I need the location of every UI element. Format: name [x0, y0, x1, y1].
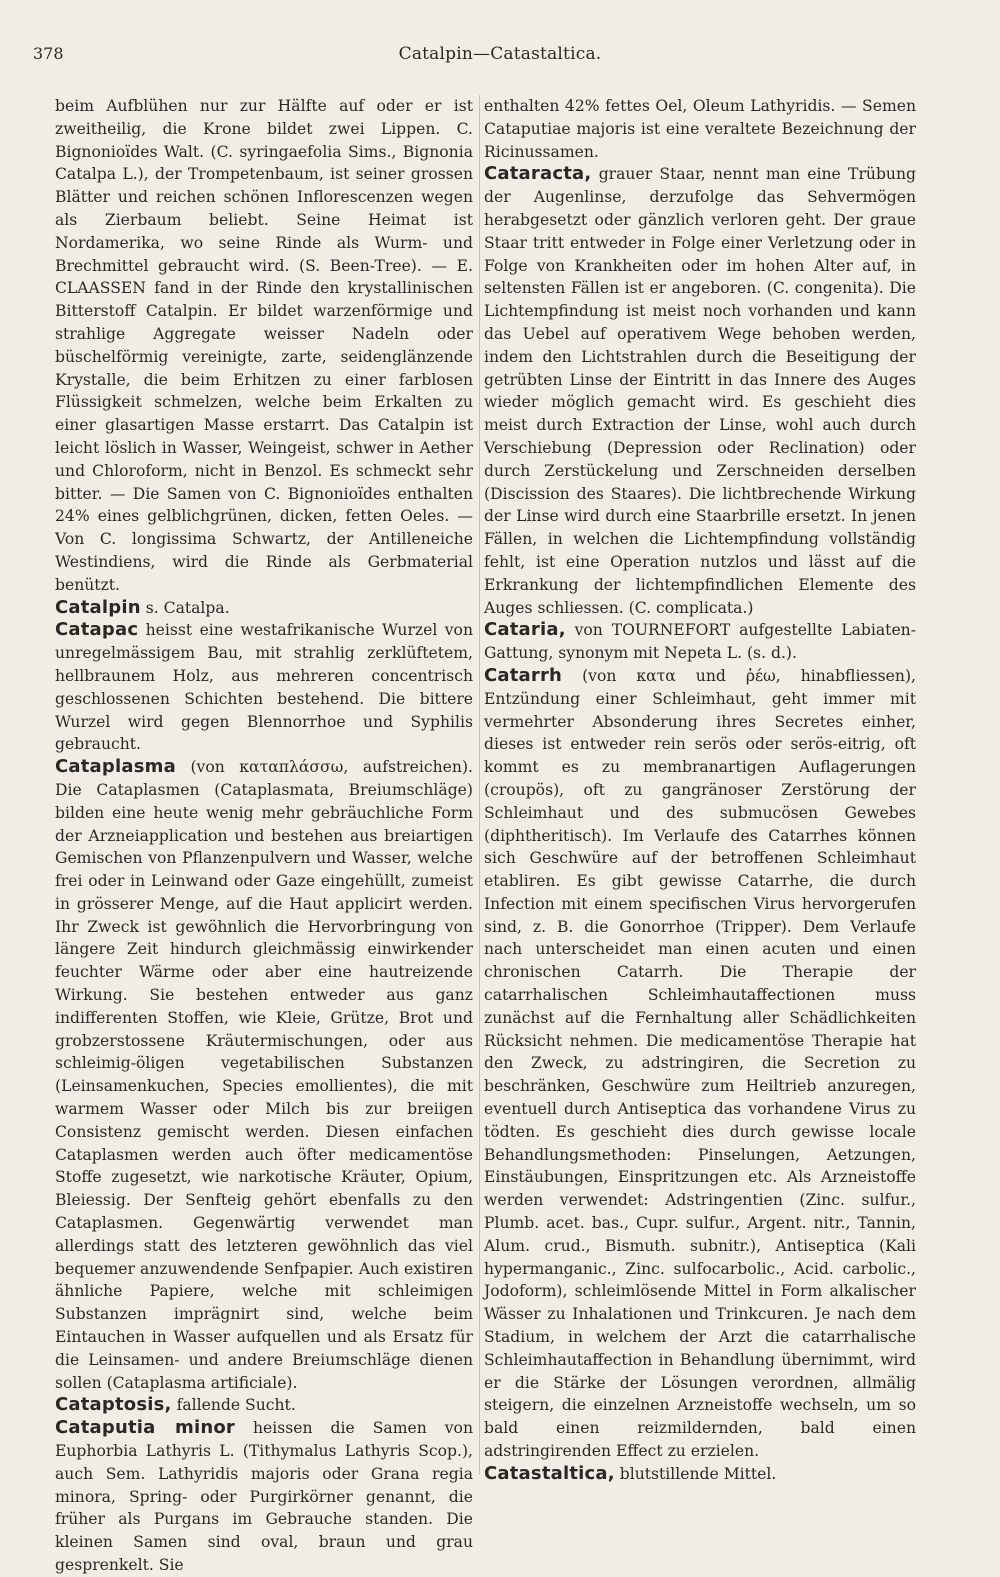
entry-text: (von κατα und ῥέω, hinabfliessen), Entzündung einer Schleimhaut, geht immer mit vermehrter Absonderung ihres Secretes einher, dieses ist entweder rein serös oder serös-eitrig, oft kommt es zu membranartigen Auflagerungen (croupös), oft zu gangränoser Zerstörung der Schleimhaut und des submucösen Gewebes (diphtheritisch). Im Verlaufe des Catarrhes können sich Geschwüre auf der betroffenen Schleimhaut etabliren. Es gibt gewisse Catarrhe, die durch Infection mit einem specifischen Virus hervorgerufen sind, z. B. die Gonorrhoe (Tripper). Dem Verlaufe nach unterscheidet man einen acuten und einen chronischen Catarrh. Die Therapie der catarrhalischen Schleimhautaffectionen muss zunächst auf die Fernhaltung aller Schädlichkeiten Rücksicht nehmen. Die medicamentöse Therapie hat den Zweck, zu adstringiren, die Secretion zu beschränken, Geschwüre zum Heiltrieb anzuregen, eventuell durch Antiseptica das vorhandene Virus zu tödten. Es geschieht dies durch gewisse locale Behandlungsmethoden: Pinselungen, Aetzungen, Einstäubungen, Einspritzungen etc. Als Arzneistoffe werden verwendet: Adstringentien (Zinc. sulfur., Plumb. acet. bas., Cupr. sulfur., Argent. nitr., Tannin, Alum. crud., Bismuth. subnitr.), Antiseptica (Kali hypermanganic., Zinc. sulfocarbolic., Acid. carbolic., Jodoform), schleimlösende Mittel in Form alkalischer Wässer zu Inhalationen und Trinkcuren. Je nach dem Stadium, in welchem der Arzt die catarrhalische Schleimhautaffection in Behandlung übernimmt, wird er die Stärke der Lösungen verordnen, allmälig steigern, die einzelnen Arzneistoffe wechseln, um so bald einen reizmildernden, bald einen adstringirenden Effect zu erzielen.	[484, 666, 916, 1461]
entry-text: heisst eine westafrikanische Wurzel von unregelmässigem Bau, mit strahlig zerklüftetem, hellbraunem Holz, aus mehreren concentrisch geschlossenen Schichten bestehend. Die bittere Wurzel wird gegen Blennorrhoe und Syphilis gebraucht.	[55, 621, 473, 754]
entry-text: enthalten 42% fettes Oel, Oleum Lathyridis. — Semen Cataputiae majoris ist eine veraltete Bezeichnung der Ricinussamen.	[484, 97, 916, 161]
entry-cataracta	[484, 163, 916, 619]
entry-catalpin	[55, 597, 473, 620]
entry-headword: Catalpin	[55, 596, 141, 618]
entry-headword: Catarrh	[484, 664, 563, 686]
entry-cataputia-minor	[55, 1417, 473, 1577]
entry-text: heissen die Samen von Euphorbia Lathyris L. (Tithymalus Lathyris Scop.), auch Sem. Lathyridis majoris oder Grana regia minora, Spring- oder Purgirkörner genannt, die früher als Purgans im Gebrauche standen. Die kleinen Samen sind oval, braun und grau gesprenkelt. Sie	[55, 1419, 473, 1574]
entry-headword: Cataptosis,	[55, 1394, 172, 1416]
entry-text: s. Catalpa.	[145, 598, 230, 617]
entry-headword: Cataplasma	[55, 756, 176, 778]
entry-catastaltica	[484, 1463, 916, 1486]
entry-cataplasma	[55, 756, 473, 1394]
entry-text: beim Aufblühen nur zur Hälfte auf oder er ist zweitheilig, die Krone bildet zwei Lippen. C. Bignonioïdes Walt. (C. syringaefolia Sims., Bignonia Catalpa L.), der Trompetenbaum, ist seiner grossen Blätter und reichen schönen Inflorescenzen wegen als Zierbaum beliebt. Seine Heimat ist Nordamerika, wo seine Rinde als Wurm- und Brechmittel gebraucht wird. (S. Been-Tree). — E. CLAASSEN fand in der Rinde den krystallinischen Bitterstoff Catalpin. Er bildet warzenförmige und strahlige Aggregate weisser Nadeln oder büschelförmig vereinigte, zarte, seidenglänzende Krystalle, die beim Erhitzen zu einer farblosen Flüssigkeit schmelzen, welche beim Erkalten zu einer glasartigen Masse erstarrt. Das Catalpin ist leicht löslich in Wasser, Weingeist, schwer in Aether und Chloroform, nicht in Benzol. Es schmeckt sehr bitter. — Die Samen von C. Bignonioïdes enthalten 24% eines gelblichgrünen, dicken, fetten Oeles. — Von C. longissima Schwartz, der Antilleneiche Westindiens, wird die Rinde als Gerbmaterial benützt.	[55, 97, 473, 594]
running-head: Catalpin—Catastaltica.	[398, 44, 602, 64]
entry-text: blutstillende Mittel.	[619, 1464, 777, 1483]
right-column	[484, 95, 916, 1486]
entry-catalpa-continued	[55, 95, 473, 597]
entry-cataria	[484, 619, 916, 665]
left-column	[55, 95, 473, 1577]
entry-headword: Catapac	[55, 619, 139, 641]
entry-text: (von καταπλάσσω, aufstreichen). Die Cataplasmen (Cataplasmata, Breiumschläge) bilden eine heute wenig mehr gebräuchliche Form der Arzneiapplication und bestehen aus breiartigen Gemischen von Pflanzenpulvern und Wasser, welche frei oder in Leinwand oder Gaze eingehüllt, zumeist in grösserer Menge, auf die Haut applicirt werden. Ihr Zweck ist gewöhnlich die Hervorbringung von längere Zeit hindurch gleichmässig einwirkender feuchter Wärme oder aber eine hautreizende Wirkung. Sie bestehen entweder aus ganz indifferenten Stoffen, wie Kleie, Grütze, Brot und grobzerstossene Kräutermischungen, oder aus schleimig-öligen vegetabilischen Substanzen (Leinsamenkuchen, Species emollientes), die mit warmem Wasser oder Milch bis zur breiigen Consistenz gemischt werden. Diesen einfachen Cataplasmen werden auch öfter medicamentöse Stoffe zugesetzt, wie narkotische Kräuter, Opium, Bleiessig. Der Senfteig gehört ebenfalls zu den Cataplasmen. Gegenwärtig verwendet man allerdings statt des letzteren gewöhnlich das viel bequemer anzuwendende Senfpapier. Auch existiren ähnliche Papiere, welche mit schleimigen Substanzen imprägnirt sind, welche beim Eintauchen in Wasser aufquellen und als Ersatz für die Leinsamen- und andere Breiumschläge dienen sollen (Cataplasma artificiale).	[55, 758, 473, 1392]
entry-headword: Cataracta,	[484, 163, 592, 185]
page-number: 378	[33, 44, 64, 63]
entry-cataptosis	[55, 1394, 473, 1417]
entry-catarrh	[484, 665, 916, 1463]
entry-cataputia-continued	[484, 95, 916, 163]
column-divider	[479, 95, 480, 1475]
entry-headword: Catastaltica,	[484, 1462, 615, 1484]
entry-headword: Cataputia minor	[55, 1417, 236, 1439]
entry-text: grauer Staar, nennt man eine Trübung der Augenlinse, derzufolge das Sehvermögen herabgesetzt oder gänzlich verloren geht. Der graue Staar tritt entweder in Folge einer Verletzung oder in Folge von Krankheiten oder im hohen Alter auf, in seltensten Fällen ist er angeboren. (C. congenita). Die Lichtempfindung ist meist noch vorhanden und kann das Uebel auf operativem Wege behoben werden, indem den Lichtstrahlen durch die Beseitigung der getrübten Linse der Eintritt in das Innere des Auges wieder möglich gemacht wird. Es geschieht dies meist durch Extraction der Linse, wohl auch durch Verschiebung (Depression oder Reclination) oder durch Zerstückelung und Zerschneiden derselben (Discission des Staares). Die lichtbrechende Wirkung der Linse wird durch eine Staarbrille ersetzt. In jenen Fällen, in welchen die Lichtempfindung vollständig fehlt, ist eine Operation nutzlos und lässt auf die Erkrankung der lichtempfindlichen Elemente des Auges schliessen. (C. complicata.)	[484, 165, 916, 617]
entry-catapac	[55, 619, 473, 756]
entry-text: fallende Sucht.	[176, 1396, 296, 1415]
entry-headword: Cataria,	[484, 619, 566, 641]
entry-text: von TOURNEFORT aufgestellte Labiaten-Gattung, synonym mit Nepeta L. (s. d.).	[484, 621, 916, 663]
